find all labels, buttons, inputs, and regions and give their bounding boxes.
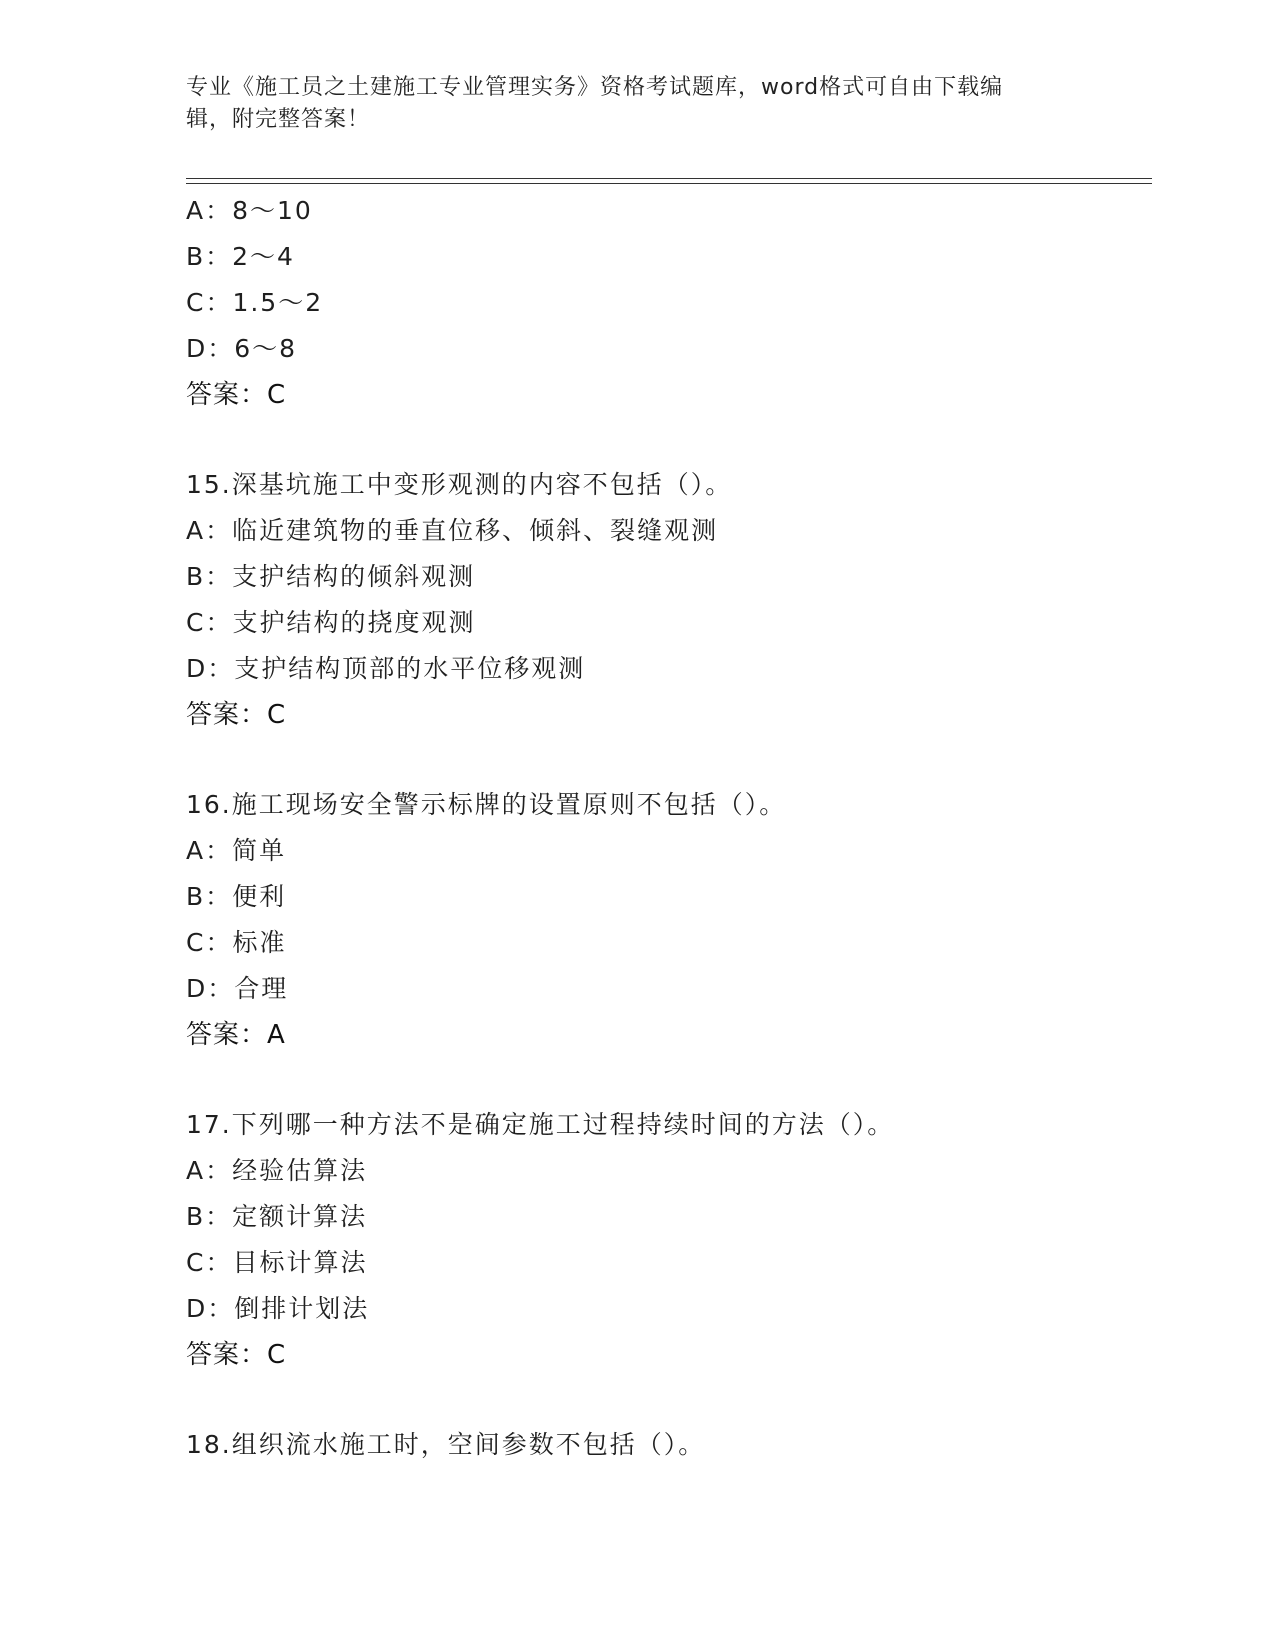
- question-15: [186, 462, 1152, 738]
- question-list: [186, 188, 1152, 1468]
- answer-line: 答案：C: [186, 1340, 287, 1370]
- answer-line: 答案：A: [186, 1020, 286, 1050]
- page-header: [186, 72, 1066, 136]
- option-b: B：便利: [186, 882, 287, 911]
- answer-line: 答案：C: [186, 380, 287, 410]
- question-18: [186, 1422, 1152, 1468]
- question-16: [186, 782, 1152, 1058]
- spacer: [186, 418, 1152, 462]
- option-b: B：支护结构的倾斜观测: [186, 562, 476, 591]
- option-c: C：支护结构的挠度观测: [186, 608, 476, 637]
- option-d: D：支护结构顶部的水平位移观测: [186, 654, 586, 683]
- spacer: [186, 1378, 1152, 1422]
- header-title-line-2: 辑，附完整答案！: [186, 107, 371, 132]
- question-stem: 17.下列哪一种方法不是确定施工过程持续时间的方法（）。: [186, 1110, 895, 1139]
- spacer: [186, 1058, 1152, 1102]
- question-14-continued: [186, 188, 1152, 418]
- question-stem: 15.深基坑施工中变形观测的内容不包括（）。: [186, 470, 733, 499]
- option-a: A：临近建筑物的垂直位移、倾斜、裂缝观测: [186, 516, 719, 545]
- option-c: C：标准: [186, 928, 287, 957]
- option-a: A：经验估算法: [186, 1156, 368, 1185]
- header-title-line-1: 专业《施工员之土建施工专业管理实务》资格考试题库，word格式可自由下载编: [186, 75, 1004, 100]
- header-divider: [186, 178, 1152, 184]
- option-c: C：1.5～2: [186, 288, 324, 317]
- option-b: B：定额计算法: [186, 1202, 368, 1231]
- question-stem: 18.组织流水施工时，空间参数不包括（）。: [186, 1430, 706, 1459]
- question-stem: 16.施工现场安全警示标牌的设置原则不包括（）。: [186, 790, 787, 819]
- spacer: [186, 738, 1152, 782]
- question-17: [186, 1102, 1152, 1378]
- option-a: A：8～10: [186, 196, 313, 225]
- option-b: B：2～4: [186, 242, 295, 271]
- answer-line: 答案：C: [186, 700, 287, 730]
- option-c: C：目标计算法: [186, 1248, 368, 1277]
- option-d: D：合理: [186, 974, 289, 1003]
- option-d: D：倒排计划法: [186, 1294, 370, 1323]
- option-d: D：6～8: [186, 334, 298, 363]
- option-a: A：简单: [186, 836, 287, 865]
